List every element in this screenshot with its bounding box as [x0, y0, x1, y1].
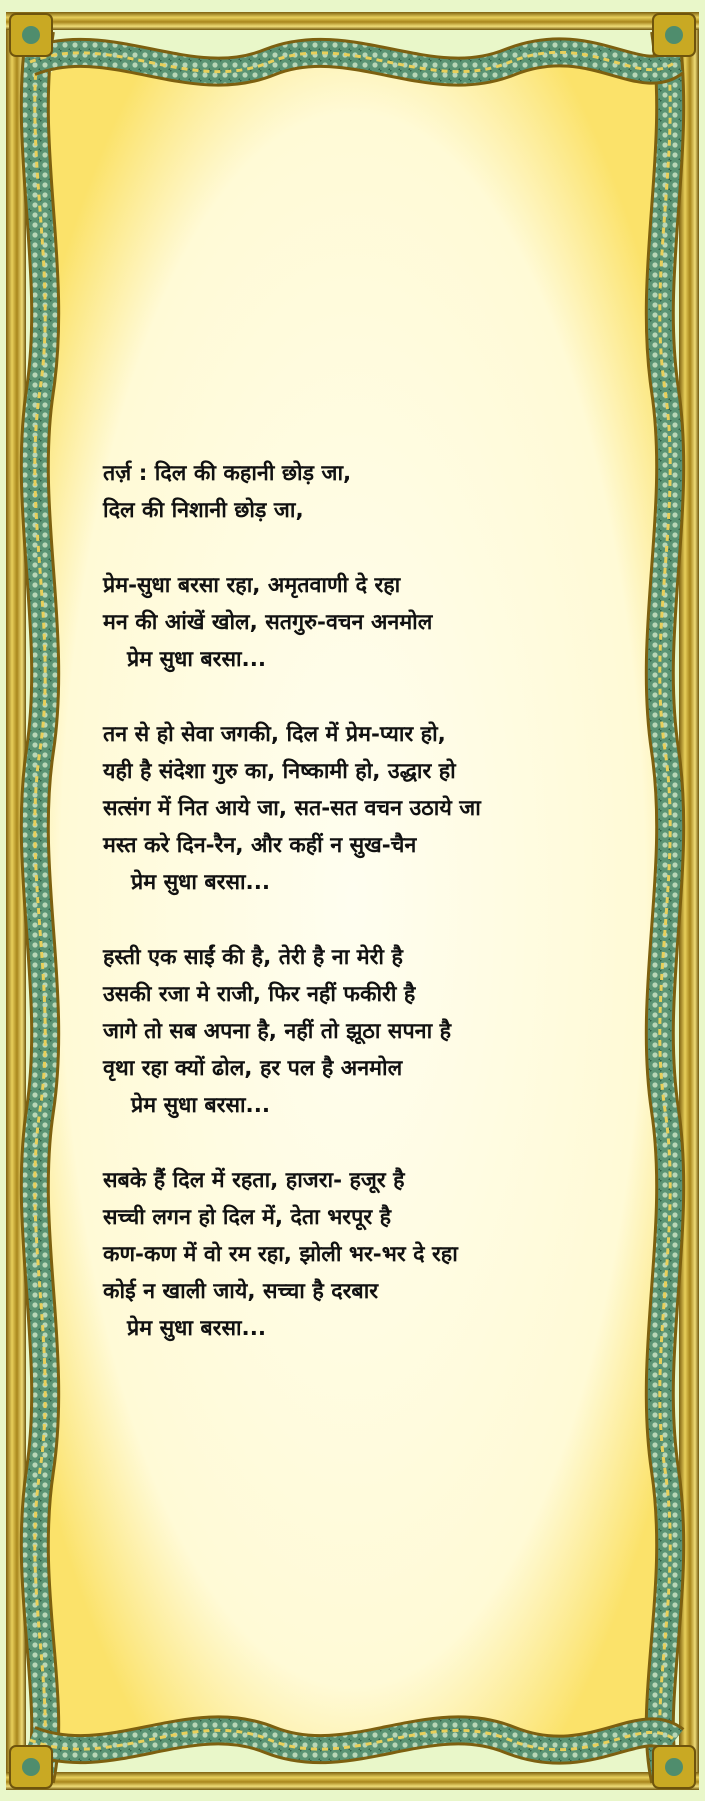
verse-line: जागे तो सब अपना है, नहीं तो झूठा सपना है [103, 1019, 452, 1044]
tarz-line: दिल की निशानी छोड़ जा, [103, 498, 304, 523]
refrain-line: प्रेम सुधा बरसा... [127, 1316, 267, 1341]
verse-line: मस्त करे दिन-रैन, और कहीं न सुख-चैन [103, 833, 417, 858]
verse-line: सबके हैं दिल में रहता, हाजरा- हजूर है [103, 1168, 405, 1193]
refrain-line: प्रेम सुधा बरसा... [127, 647, 267, 672]
verse-line: तन से हो सेवा जगकी, दिल में प्रेम-प्यार हो, [103, 722, 446, 747]
verse-line: मन की आंखें खोल, सतगुरु-वचन अनमोल [103, 610, 433, 635]
verse-line: हस्ती एक साईं की है, तेरी है ना मेरी है [103, 945, 403, 970]
bhajan-text [103, 455, 603, 1347]
verse-line: वृथा रहा क्यों ढोल, हर पल है अनमोल [103, 1056, 403, 1081]
refrain-line: प्रेम सुधा बरसा... [131, 870, 271, 895]
refrain-line: प्रेम सुधा बरसा... [131, 1093, 271, 1118]
verse-line: प्रेम-सुधा बरसा रहा, अमृतवाणी दे रहा [103, 573, 401, 598]
verse-line: सत्संग में नित आये जा, सत-सत वचन उठाये जा [103, 796, 481, 821]
tarz-line: तर्ज़ : दिल की कहानी छोड़ जा, [103, 461, 352, 486]
verse-line: उसकी रजा मे राजी, फिर नहीं फकीरी है [103, 982, 416, 1007]
verse-line: कोई न खाली जाये, सच्चा है दरबार [103, 1279, 379, 1304]
verse-line: सच्ची लगन हो दिल में, देता भरपूर है [103, 1205, 392, 1230]
verse-line: कण-कण में वो रम रहा, झोली भर-भर दे रहा [103, 1242, 458, 1267]
verse-line: यही है संदेशा गुरु का, निष्कामी हो, उद्धार हो [103, 759, 456, 784]
